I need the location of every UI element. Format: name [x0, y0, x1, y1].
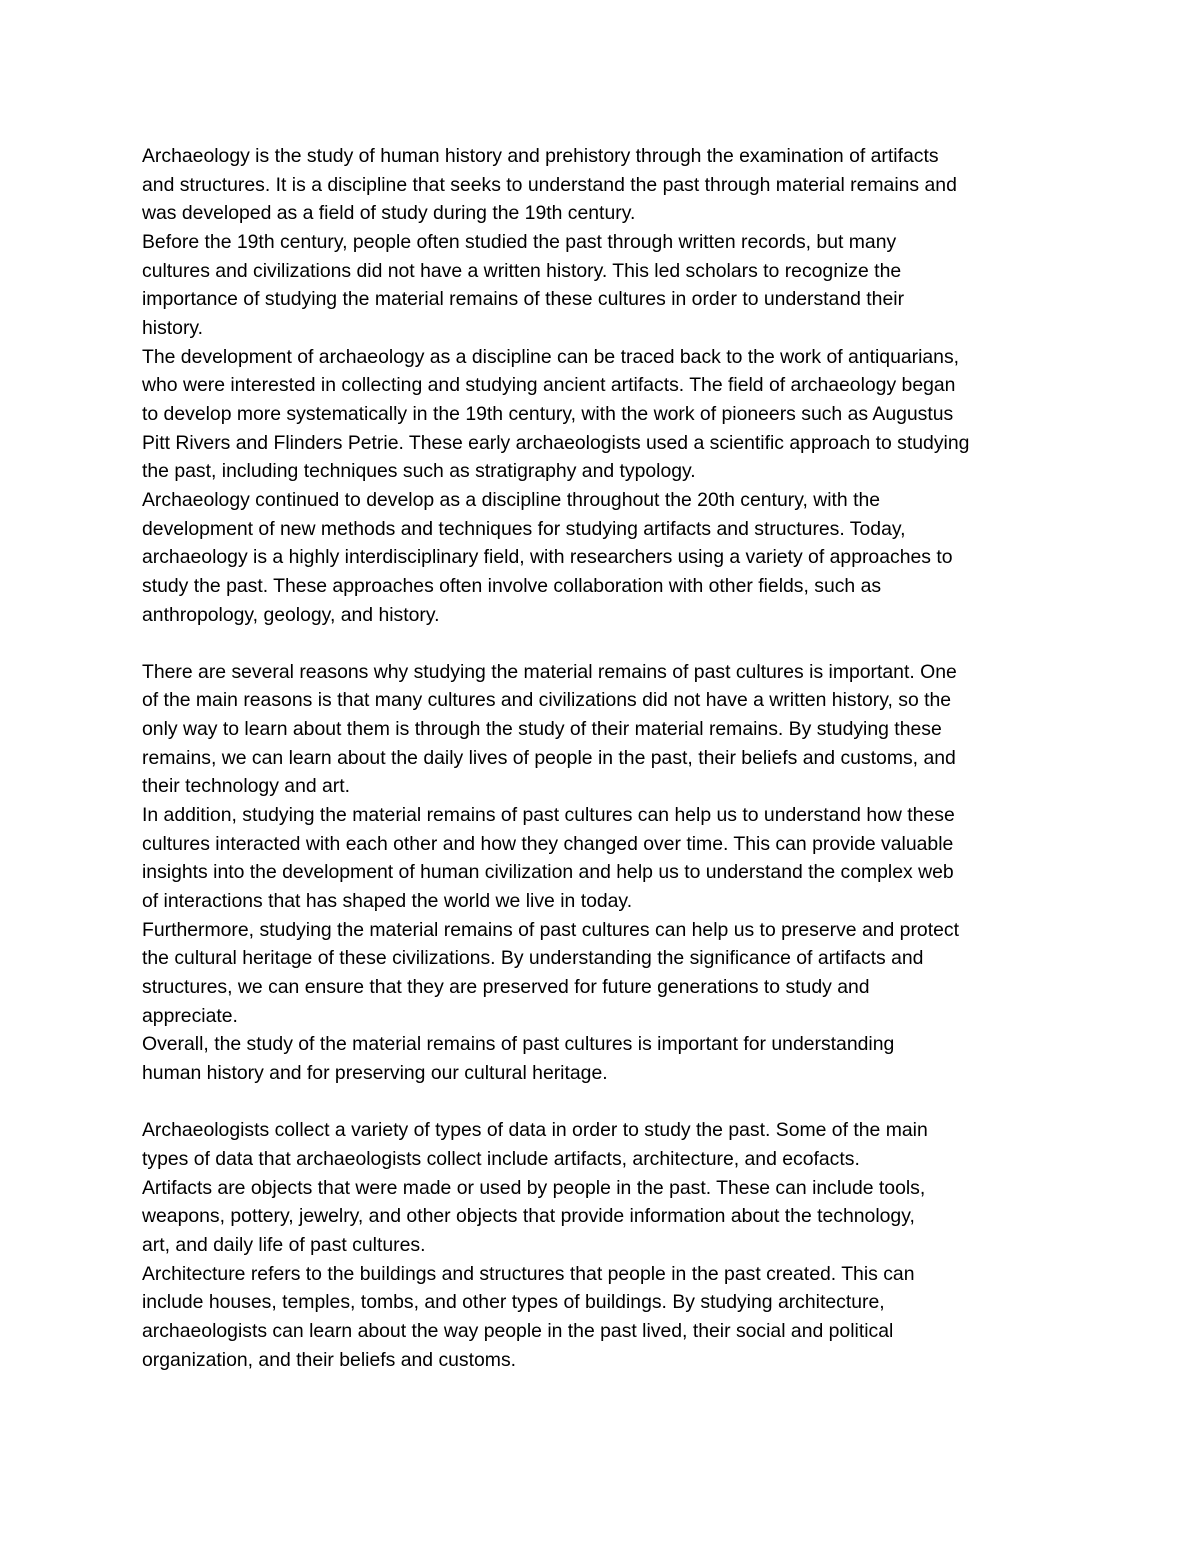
paragraph-preservation: Furthermore, studying the material remains of past cultures can help us to preserve and protect the cultural heritage of these civilizations. By understanding the significance of artifacts and structures, we can ensure that they are preserved for future generations to study and appreciate. — [142, 918, 959, 1027]
paragraph-reasons-importance: There are several reasons why studying the material remains of past cultures is important. One of the main reasons is that many cultures and civilizations did not have a written history, so the only way to learn about them is through the study of their material remains. By studying these remains, we can learn about the daily lives of people in the past, their beliefs and customs, and their technology and art. — [142, 660, 957, 798]
paragraph-archaeology-definition: Archaeology is the study of human history and prehistory through the examination of artifacts and structures. It is a discipline that seeks to understand the past through material remains and was developed as a field of study during the 19th century. — [142, 145, 957, 225]
paragraph-types-of-data: Archaeologists collect a variety of types of data in order to study the past. Some of the main types of data that archaeologists collect include artifacts, architecture, and ecofacts. — [142, 1119, 928, 1170]
paragraph-architecture: Architecture refers to the buildings and structures that people in the past created. This can include houses, temples, tombs, and other types of buildings. By studying architecture, archaeologists can learn about the way people in the past lived, their social and political organization, and their beliefs and customs. — [142, 1262, 915, 1371]
paragraph-overall: Overall, the study of the material remains of past cultures is important for understanding human history and for preserving our cultural heritage. — [142, 1033, 895, 1084]
paragraph-spacer — [142, 629, 1062, 658]
paragraph-20th-century: Archaeology continued to develop as a discipline throughout the 20th century, with the development of new methods and techniques for studying artifacts and structures. Today, archaeology is a highly interdisciplinary field, with researchers using a variety of approaches to study the past. These approaches often involve collaboration with other fields, such as anthropology, geology, and history. — [142, 488, 953, 626]
paragraph-artifacts: Artifacts are objects that were made or used by people in the past. These can include tools, weapons, pottery, jewelry, and other objects that provide information about the technology, art, and daily life of past cultures. — [142, 1176, 926, 1256]
paragraph-interactions: In addition, studying the material remains of past cultures can help us to understand how these cultures interacted with each other and how they changed over time. This can provide valuable insights into the development of human civilization and help us to understand the complex web of interactions that has shaped the world we live in today. — [142, 804, 955, 913]
paragraph-spacer — [142, 1088, 1062, 1117]
paragraph-development-of-discipline: The development of archaeology as a discipline can be traced back to the work of antiquarians, who were interested in collecting and studying ancient artifacts. The field of archaeology began to develop more systematically in the 19th century, with the work of pioneers such as Augustus Pitt Rivers and Flinders Petrie. These early archaeologists used a scientific approach to studying the past, including techniques such as stratigraphy and typology. — [142, 345, 970, 483]
document-body — [142, 142, 1062, 1374]
paragraph-before-19th-century: Before the 19th century, people often studied the past through written records, but many cultures and civilizations did not have a written history. This led scholars to recognize the importance of studying the material remains of these cultures in order to understand their history. — [142, 230, 905, 339]
